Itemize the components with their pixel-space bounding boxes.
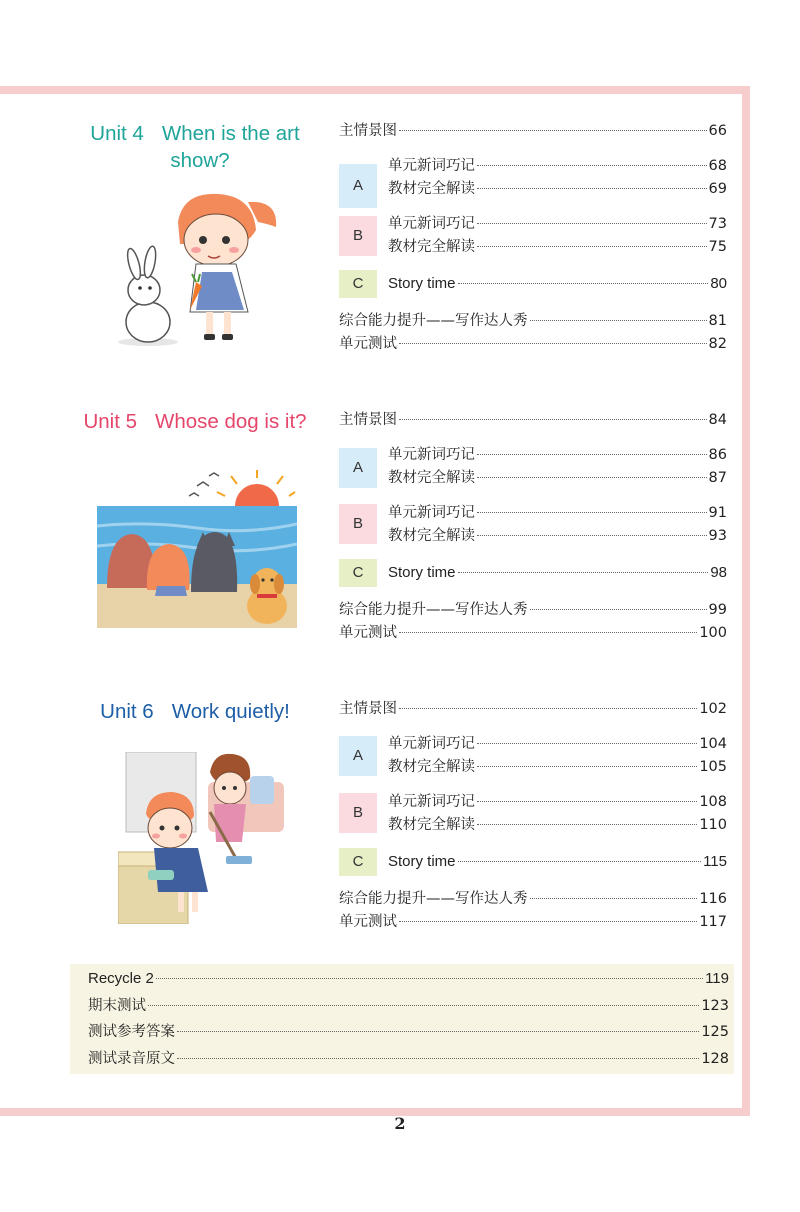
unit-title-text: When is the art	[161, 122, 300, 145]
toc-line-main[interactable]	[339, 699, 727, 719]
toc-label: 教材完全解读	[388, 759, 475, 775]
dot-leader	[477, 743, 697, 744]
toc-label: Story time	[388, 275, 456, 292]
dot-leader	[477, 801, 697, 802]
unit-number: Unit 4	[90, 122, 144, 145]
section-b-badge: B	[339, 793, 377, 833]
section-c-badge: C	[339, 270, 377, 298]
unit-title-text: Work quietly!	[171, 700, 290, 723]
toc-line-a-words[interactable]	[388, 445, 727, 465]
toc-page: 115	[703, 853, 727, 870]
toc-page: 117	[699, 914, 727, 930]
dot-leader	[399, 708, 697, 709]
toc-label: 期末测试	[88, 998, 146, 1014]
dot-leader	[399, 130, 707, 131]
toc-line-c-story[interactable]	[388, 563, 727, 583]
section-a-badge: A	[339, 448, 377, 488]
dot-leader	[477, 454, 707, 455]
section-b-badge: B	[339, 216, 377, 256]
toc-label: 综合能力提升——写作达人秀	[339, 313, 528, 329]
dot-leader	[477, 477, 707, 478]
toc-label: 测试参考答案	[88, 1024, 175, 1040]
unit-title-text-line2: show?	[170, 149, 230, 172]
toc-page: 99	[708, 602, 727, 618]
dot-leader	[177, 1058, 699, 1059]
toc-label: 教材完全解读	[388, 470, 475, 486]
toc-line-c-story[interactable]	[388, 852, 727, 872]
dot-leader	[477, 512, 707, 513]
girl-with-carrot-and-rabbit-illustration	[108, 182, 290, 348]
toc-label: 单元测试	[339, 625, 397, 641]
dot-leader	[477, 223, 707, 224]
toc-label: 测试录音原文	[88, 1051, 175, 1067]
section-a-badge: A	[339, 164, 377, 208]
toc-line-b-words[interactable]	[388, 503, 727, 523]
unit-6-title	[70, 698, 320, 725]
toc-page: 125	[701, 1024, 729, 1040]
toc-line-b-words[interactable]	[388, 792, 727, 812]
toc-line-a-text[interactable]	[388, 468, 727, 488]
toc-page: 108	[699, 794, 727, 810]
toc-label: 单元新词巧记	[388, 447, 475, 463]
toc-line-a-text[interactable]	[388, 179, 727, 199]
toc-label: 综合能力提升——写作达人秀	[339, 891, 528, 907]
dot-leader	[477, 165, 707, 166]
toc-page: 66	[708, 123, 727, 139]
toc-line-test[interactable]	[339, 912, 727, 932]
dot-leader	[530, 898, 698, 899]
toc-page: 128	[701, 1051, 729, 1067]
toc-line-transcripts[interactable]	[88, 1049, 729, 1069]
dot-leader	[530, 609, 707, 610]
toc-label: 单元新词巧记	[388, 158, 475, 174]
dot-leader	[458, 572, 709, 573]
toc-page: 84	[708, 412, 727, 428]
section-a-badge: A	[339, 736, 377, 776]
dot-leader	[477, 535, 707, 536]
toc-page: 69	[708, 181, 727, 197]
dot-leader	[177, 1031, 699, 1032]
dot-leader	[399, 419, 707, 420]
toc-label: 单元新词巧记	[388, 216, 475, 232]
toc-label: 单元测试	[339, 914, 397, 930]
dot-leader	[477, 246, 707, 247]
dot-leader	[458, 861, 702, 862]
toc-page: 68	[708, 158, 727, 174]
toc-page: 82	[708, 336, 727, 352]
unit-title-text: Whose dog is it?	[155, 410, 307, 433]
toc-page: 104	[699, 736, 727, 752]
toc-page: 105	[699, 759, 727, 775]
toc-page: 87	[708, 470, 727, 486]
toc-line-writing[interactable]	[339, 600, 727, 620]
toc-page: 98	[710, 564, 727, 581]
toc-label: 教材完全解读	[388, 528, 475, 544]
toc-label: 单元测试	[339, 336, 397, 352]
toc-page: 102	[699, 701, 727, 717]
dot-leader	[148, 1005, 699, 1006]
toc-label: 教材完全解读	[388, 817, 475, 833]
page-number: 2	[394, 1114, 406, 1133]
unit-4-title	[70, 120, 320, 174]
unit-5-title	[70, 408, 320, 435]
dot-leader	[477, 188, 707, 189]
toc-line-writing[interactable]	[339, 889, 727, 909]
toc-line-test[interactable]	[339, 334, 727, 354]
dot-leader	[399, 921, 697, 922]
unit-number: Unit 5	[83, 410, 137, 433]
toc-page: 86	[708, 447, 727, 463]
toc-line-a-text[interactable]	[388, 757, 727, 777]
section-b-badge: B	[339, 504, 377, 544]
dot-leader	[458, 283, 709, 284]
toc-page: 80	[710, 275, 727, 292]
toc-line-b-text[interactable]	[388, 237, 727, 257]
dot-leader	[399, 632, 697, 633]
section-c-badge: C	[339, 848, 377, 876]
toc-line-main[interactable]	[339, 121, 727, 141]
dot-leader	[477, 824, 697, 825]
toc-line-main[interactable]	[339, 410, 727, 430]
toc-page: 116	[699, 891, 727, 907]
toc-line-c-story[interactable]	[388, 274, 727, 294]
toc-label: Recycle 2	[88, 970, 154, 987]
toc-page: 75	[708, 239, 727, 255]
toc-line-b-words[interactable]	[388, 214, 727, 234]
dot-leader	[530, 320, 707, 321]
toc-line-b-text[interactable]	[388, 815, 727, 835]
toc-label: 单元新词巧记	[388, 794, 475, 810]
family-watching-sunset-with-dog-illustration	[97, 466, 297, 628]
toc-page: 119	[705, 970, 729, 987]
toc-label: Story time	[388, 853, 456, 870]
toc-page: 91	[708, 505, 727, 521]
toc-page: 110	[699, 817, 727, 833]
children-cleaning-room-illustration	[118, 752, 284, 924]
toc-label: 单元新词巧记	[388, 736, 475, 752]
toc-label: 教材完全解读	[388, 239, 475, 255]
toc-line-final-test[interactable]	[88, 996, 729, 1016]
toc-label: 综合能力提升——写作达人秀	[339, 602, 528, 618]
toc-page: 123	[701, 998, 729, 1014]
toc-label: Story time	[388, 564, 456, 581]
toc-page: 73	[708, 216, 727, 232]
toc-line-recycle[interactable]	[88, 969, 729, 989]
toc-label: 主情景图	[339, 412, 397, 428]
toc-line-a-words[interactable]	[388, 734, 727, 754]
toc-label: 主情景图	[339, 123, 397, 139]
toc-page: 81	[708, 313, 727, 329]
toc-label: 主情景图	[339, 701, 397, 717]
dot-leader	[156, 978, 703, 979]
toc-label: 教材完全解读	[388, 181, 475, 197]
toc-page: 93	[708, 528, 727, 544]
toc-line-test[interactable]	[339, 623, 727, 643]
dot-leader	[477, 766, 697, 767]
toc-page: 100	[699, 625, 727, 641]
toc-line-answers[interactable]	[88, 1022, 729, 1042]
unit-number: Unit 6	[100, 700, 154, 723]
dot-leader	[399, 343, 707, 344]
section-c-badge: C	[339, 559, 377, 587]
toc-line-a-words[interactable]	[388, 156, 727, 176]
toc-line-writing[interactable]	[339, 311, 727, 331]
toc-line-b-text[interactable]	[388, 526, 727, 546]
toc-label: 单元新词巧记	[388, 505, 475, 521]
